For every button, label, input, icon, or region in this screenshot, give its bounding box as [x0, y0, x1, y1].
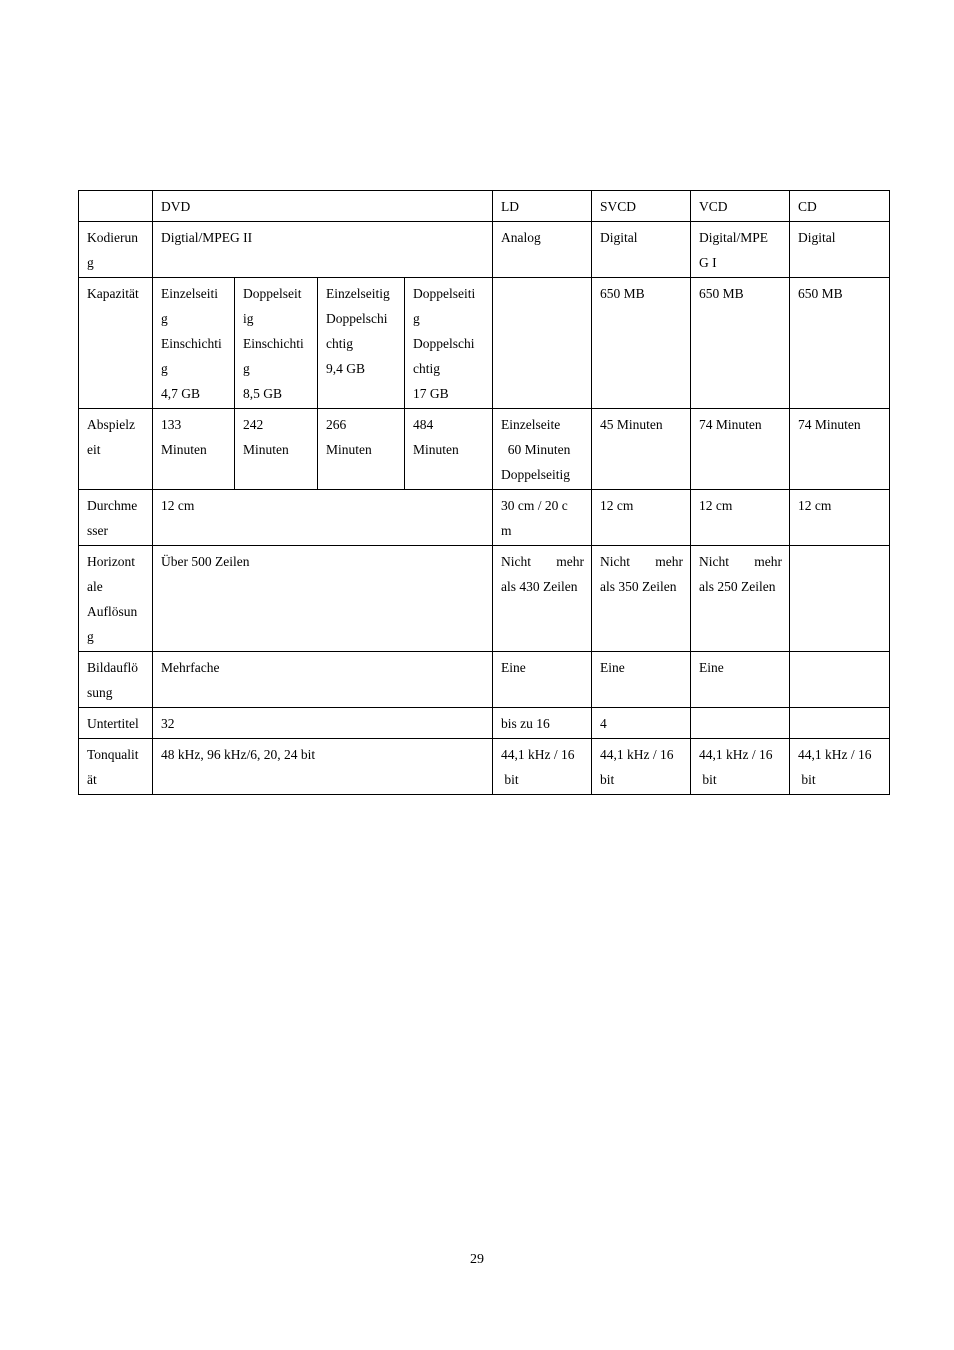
table-cell: Eine	[592, 652, 691, 708]
row-label: Bildauflö sung	[79, 652, 153, 708]
table-cell: Einzelseite 60 Minuten Doppelseitig	[493, 409, 592, 490]
table-cell: Analog	[493, 222, 592, 278]
table-cell: 12 cm	[592, 490, 691, 546]
table-cell: Digital	[592, 222, 691, 278]
header-row	[79, 191, 890, 222]
row-label: Tonqualit ät	[79, 739, 153, 795]
table-cell: Nicht mehr als 250 Zeilen	[691, 546, 790, 652]
table-row	[79, 652, 890, 708]
table-cell	[790, 652, 890, 708]
table-row	[79, 490, 890, 546]
header-cell-dvd: DVD	[153, 191, 493, 222]
table-cell: Einzelseiti g Einschichti g 4,7 GB	[153, 278, 235, 409]
page-number: 29	[470, 1252, 484, 1267]
table-cell: 45 Minuten	[592, 409, 691, 490]
table-cell: Eine	[493, 652, 592, 708]
row-label: Durchme sser	[79, 490, 153, 546]
table-cell: 650 MB	[790, 278, 890, 409]
table-cell: Digital	[790, 222, 890, 278]
table-row	[79, 222, 890, 278]
table-cell: 484 Minuten	[405, 409, 493, 490]
header-cell-cd: CD	[790, 191, 890, 222]
table-cell: 44,1 kHz / 16 bit	[790, 739, 890, 795]
table-cell: Nicht mehr als 350 Zeilen	[592, 546, 691, 652]
table-cell: 44,1 kHz / 16 bit	[592, 739, 691, 795]
table-cell: 4	[592, 708, 691, 739]
table-cell: 650 MB	[691, 278, 790, 409]
table-cell: Digital/MPE G I	[691, 222, 790, 278]
table-cell: 12 cm	[691, 490, 790, 546]
table-cell: 266 Minuten	[318, 409, 405, 490]
row-label: Abspielz eit	[79, 409, 153, 490]
table-row	[79, 739, 890, 795]
table-cell: 242 Minuten	[235, 409, 318, 490]
table-cell: Nicht mehr als 430 Zeilen	[493, 546, 592, 652]
row-label: Horizont ale Auflösun g	[79, 546, 153, 652]
table-cell: Einzelseitig Doppelschi chtig 9,4 GB	[318, 278, 405, 409]
table-row	[79, 546, 890, 652]
row-label: Untertitel	[79, 708, 153, 739]
table-row	[79, 278, 890, 409]
table-cell: Doppelseit ig Einschichti g 8,5 GB	[235, 278, 318, 409]
table-row	[79, 708, 890, 739]
table-cell: Digtial/MPEG II	[153, 222, 493, 278]
table-cell: 48 kHz, 96 kHz/6, 20, 24 bit	[153, 739, 493, 795]
table-cell	[790, 546, 890, 652]
comparison-table	[78, 190, 890, 795]
table-cell: 44,1 kHz / 16 bit	[691, 739, 790, 795]
table-cell	[493, 278, 592, 409]
header-cell	[79, 191, 153, 222]
table-cell: 650 MB	[592, 278, 691, 409]
table-cell	[790, 708, 890, 739]
row-label: Kodierun g	[79, 222, 153, 278]
table-cell: 74 Minuten	[790, 409, 890, 490]
table-cell: 74 Minuten	[691, 409, 790, 490]
table-cell: 30 cm / 20 c m	[493, 490, 592, 546]
header-cell-ld: LD	[493, 191, 592, 222]
table-cell: Eine	[691, 652, 790, 708]
header-cell-svcd: SVCD	[592, 191, 691, 222]
header-cell-vcd: VCD	[691, 191, 790, 222]
table-cell: 44,1 kHz / 16 bit	[493, 739, 592, 795]
table-cell: Doppelseiti g Doppelschi chtig 17 GB	[405, 278, 493, 409]
table-cell: 133 Minuten	[153, 409, 235, 490]
table-cell: 32	[153, 708, 493, 739]
table-cell	[691, 708, 790, 739]
table-row	[79, 409, 890, 490]
table-cell: 12 cm	[790, 490, 890, 546]
table-cell: Über 500 Zeilen	[153, 546, 493, 652]
table-cell: bis zu 16	[493, 708, 592, 739]
table-cell: 12 cm	[153, 490, 493, 546]
row-label: Kapazität	[79, 278, 153, 409]
table-cell: Mehrfache	[153, 652, 493, 708]
